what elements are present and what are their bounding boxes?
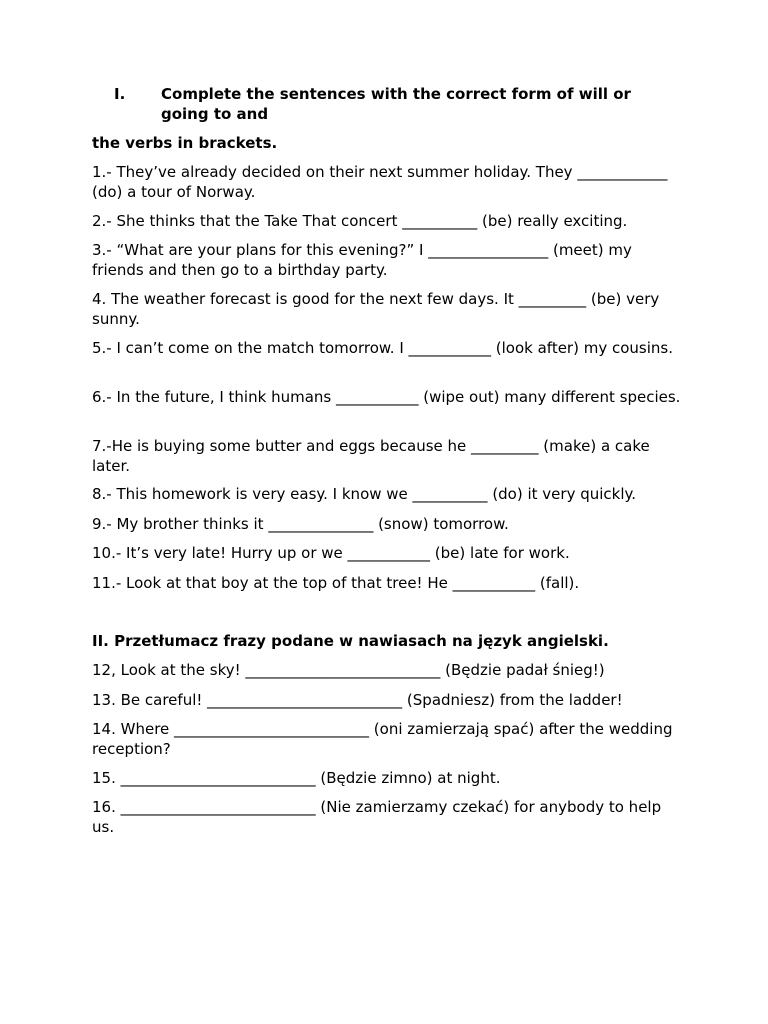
exercise-item-11: 11.- Look at that boy at the top of that tree! He ___________ (fall).: [92, 574, 580, 592]
translation-item-15: 15. __________________________ (Będzie zimno) at night.: [92, 769, 501, 787]
section-1-title-continued: the verbs in brackets.: [92, 134, 278, 152]
section-2-heading: II. Przetłumacz frazy podane w nawiasach na język angielski.: [92, 632, 609, 650]
exercise-item-6: 6.- In the future, I think humans ___________ (wipe out) many different species.: [92, 388, 681, 406]
exercise-item-2: 2.- She thinks that the Take That concert __________ (be) really exciting.: [92, 212, 628, 230]
exercise-item-4: 4. The weather forecast is good for the next few days. It _________ (be) very sunny.: [92, 290, 660, 328]
exercise-item-10: 10.- It’s very late! Hurry up or we ___________ (be) late for work.: [92, 544, 570, 562]
exercise-item-7: 7.-He is buying some butter and eggs because he _________ (make) a cake later.: [92, 437, 650, 475]
section-1-numeral: I.: [114, 85, 126, 103]
translation-item-16: 16. __________________________ (Nie zamierzamy czekać) for anybody to help us.: [92, 798, 662, 836]
translation-item-14: 14. Where __________________________ (oni zamierzają spać) after the wedding reception?: [92, 720, 673, 758]
exercise-item-8: 8.- This homework is very easy. I know we __________ (do) it very quickly.: [92, 485, 637, 503]
exercise-item-5: 5.- I can’t come on the match tomorrow. I ___________ (look after) my cousins.: [92, 339, 673, 357]
exercise-item-1: 1.- They’ve already decided on their next summer holiday. They ____________ (do) a tour of Norway.: [92, 163, 668, 201]
exercise-item-3: 3.- “What are your plans for this evening?” I ________________ (meet) my friends and then go to a birthday party.: [92, 241, 632, 279]
translation-item-12: 12, Look at the sky! __________________________ (Będzie padał śnieg!): [92, 661, 605, 679]
exercise-item-9: 9.- My brother thinks it ______________ (snow) tomorrow.: [92, 515, 509, 533]
section-1-title: Complete the sentences with the correct form of will or going to and: [161, 85, 631, 123]
translation-item-13: 13. Be careful! __________________________ (Spadniesz) from the ladder!: [92, 691, 623, 709]
